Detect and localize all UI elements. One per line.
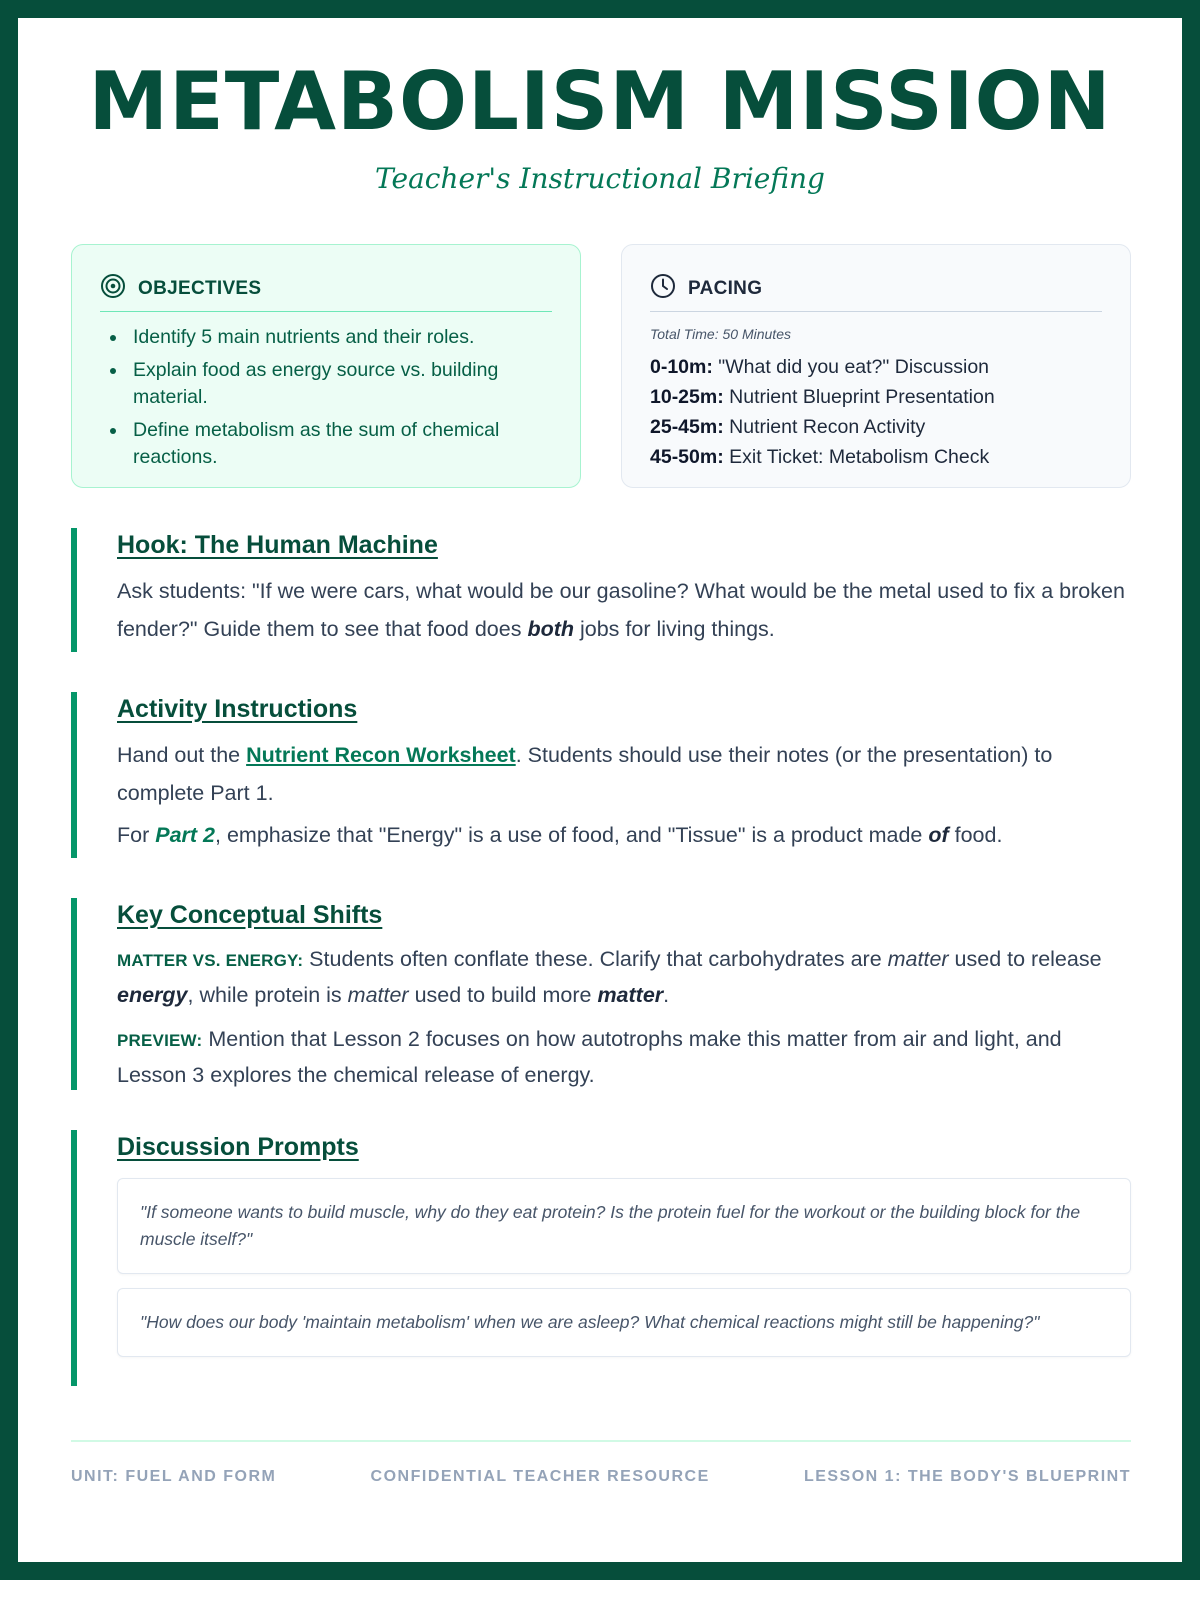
- pacing-time: 25-45m:: [650, 416, 724, 438]
- of-emphasis: of: [928, 823, 949, 847]
- objectives-card: [71, 244, 581, 488]
- hook-text-part: Ask students: "If we were cars, what would be our gasoline? What would be the metal used to fix a broken fender?" Guide them to see that food does: [117, 579, 1125, 641]
- clock-icon: [650, 273, 676, 305]
- activity-paragraph-1: [117, 736, 1131, 812]
- part-2-emphasis: Part 2: [155, 823, 215, 847]
- objective-item: Explain food as energy source vs. building material.: [100, 357, 552, 411]
- shift-text-part: used to release: [948, 947, 1102, 971]
- shift-matter-energy: [117, 942, 1131, 1012]
- shift-text-part: Mention that Lesson 2 focuses on how autotrophs make this matter from air and light, and Lesson 3 explores the chemical release of energy.: [117, 1027, 1062, 1087]
- activity-title: Activity Instructions: [117, 695, 358, 723]
- objective-item: Define metabolism as the sum of chemical reactions.: [100, 417, 552, 471]
- objectives-list: [100, 324, 552, 471]
- footer: [71, 1468, 1131, 1486]
- hook-text-part: jobs for living things.: [574, 617, 775, 641]
- objective-item: Identify 5 main nutrients and their roles.: [100, 324, 552, 351]
- pacing-header: [650, 273, 1102, 312]
- shift-emphasis: energy: [117, 983, 188, 1007]
- discussion-section: [71, 1130, 1131, 1386]
- hook-title: Hook: The Human Machine: [117, 531, 438, 559]
- hook-section: [71, 528, 1131, 652]
- pacing-heading: PACING: [688, 278, 763, 299]
- shift-text-part: Students often conflate these. Clarify that carbohydrates are: [303, 947, 888, 971]
- objectives-heading: OBJECTIVES: [138, 278, 262, 299]
- activity-text-part: Hand out the: [117, 743, 247, 767]
- activity-text-part: food.: [948, 823, 1003, 847]
- pacing-activity: "What did you eat?" Discussion: [718, 356, 990, 378]
- activity-text-part: , emphasize that "Energy" is a use of food, and "Tissue" is a product made: [215, 823, 929, 847]
- hook-text: [117, 572, 1131, 648]
- page-title: METABOLISM MISSION: [88, 55, 1112, 148]
- shift-italic: matter: [887, 947, 949, 971]
- activity-section: [71, 692, 1131, 858]
- discussion-prompt: "How does our body 'maintain metabolism' when we are asleep? What chemical reactions might still be happening?": [117, 1288, 1131, 1357]
- shift-label: PREVIEW:: [117, 1031, 203, 1050]
- shift-label: MATTER VS. ENERGY:: [117, 951, 304, 970]
- discussion-prompt: "If someone wants to build muscle, why do they eat protein? Is the protein fuel for the workout or the building block for the muscle itself?": [117, 1178, 1131, 1274]
- pacing-row: [650, 412, 1102, 442]
- discussion-title: Discussion Prompts: [117, 1133, 359, 1161]
- shifts-section: [71, 898, 1131, 1090]
- activity-text-part: For: [117, 823, 156, 847]
- pacing-row: [650, 442, 1102, 472]
- activity-text-part: . Students should use their notes (or the presentation) to complete Part 1.: [117, 743, 1053, 805]
- pacing-time: 0-10m:: [650, 356, 713, 378]
- pacing-row: [650, 382, 1102, 412]
- pacing-time: 10-25m:: [650, 386, 724, 408]
- shift-text-part: used to build more: [408, 983, 598, 1007]
- footer-lesson: LESSON 1: THE BODY'S BLUEPRINT: [803, 1468, 1131, 1485]
- worksheet-link[interactable]: Nutrient Recon Worksheet: [246, 743, 516, 767]
- pacing-row: [650, 352, 1102, 382]
- shift-text-part: .: [663, 983, 670, 1007]
- shift-text-part: , while protein is: [187, 983, 348, 1007]
- footer-unit: UNIT: FUEL AND FORM: [71, 1468, 277, 1485]
- shift-preview: [117, 1022, 1131, 1092]
- page-subtitle: Teacher's Instructional Briefing: [375, 162, 825, 195]
- footer-confidential: CONFIDENTIAL TEACHER RESOURCE: [370, 1468, 710, 1485]
- objectives-header: [100, 273, 552, 312]
- shift-emphasis: matter: [597, 983, 664, 1007]
- pacing-card: [621, 244, 1131, 488]
- footer-divider: [71, 1440, 1131, 1442]
- target-icon: [100, 273, 126, 305]
- pacing-time: 45-50m:: [650, 446, 724, 468]
- pacing-activity: Nutrient Recon Activity: [729, 416, 926, 438]
- pacing-activity: Nutrient Blueprint Presentation: [729, 386, 995, 408]
- shift-italic: matter: [347, 983, 409, 1007]
- pacing-list: [650, 352, 1102, 472]
- activity-paragraph-2: [117, 816, 1131, 854]
- pacing-total-time: Total Time: 50 Minutes: [650, 326, 791, 342]
- pacing-activity: Exit Ticket: Metabolism Check: [729, 446, 990, 468]
- shifts-title: Key Conceptual Shifts: [117, 901, 383, 929]
- hook-emphasis: both: [527, 617, 574, 641]
